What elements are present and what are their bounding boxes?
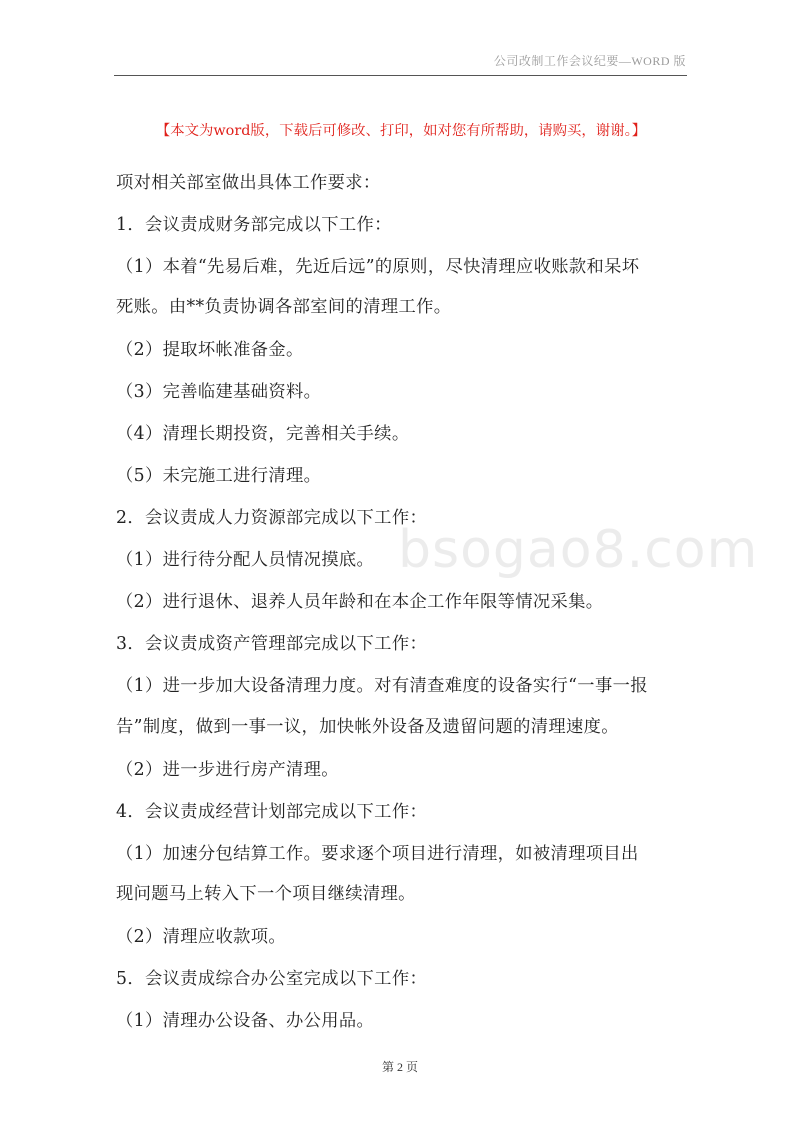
body-line: （4）清理长期投资，完善相关手续。 bbox=[116, 424, 410, 444]
body-line: （1）进行待分配人员情况摸底。 bbox=[116, 550, 375, 570]
body-line: （1）本着“先易后难，先近后远”的原则，尽快清理应收账款和呆坏 bbox=[116, 257, 640, 277]
body-line: 现问题马上转入下一个项目继续清理。 bbox=[116, 884, 416, 904]
body-line: 3．会议责成资产管理部完成以下工作： bbox=[116, 634, 428, 654]
body-line: 4．会议责成经营计划部完成以下工作： bbox=[116, 802, 428, 822]
body-line: 2．会议责成人力资源部完成以下工作： bbox=[116, 508, 428, 528]
watermark: bsogao8.com bbox=[398, 520, 759, 580]
body-line: 5．会议责成综合办公室完成以下工作： bbox=[116, 969, 428, 989]
body-line: 告”制度，做到一事一议，加快帐外设备及遗留问题的清理速度。 bbox=[116, 717, 619, 737]
body-line: 死账。由**负责协调各部室间的清理工作。 bbox=[116, 297, 452, 317]
body-line: （1）进一步加大设备清理力度。对有清查难度的设备实行“一事一报 bbox=[116, 676, 648, 696]
body-line: 项对相关部室做出具体工作要求： bbox=[116, 173, 381, 193]
body-line: （2）清理应收款项。 bbox=[116, 927, 287, 947]
body-line: （3）完善临建基础资料。 bbox=[116, 382, 322, 402]
page-number: 第 2 页 bbox=[381, 1060, 418, 1074]
body-line: （1）加速分包结算工作。要求逐个项目进行清理，如被清理项目出 bbox=[116, 844, 639, 864]
body-line: （2）进行退休、退养人员年龄和在本企工作年限等情况采集。 bbox=[116, 592, 604, 612]
body-line: （2）进一步进行房产清理。 bbox=[116, 760, 339, 780]
body-line: 1．会议责成财务部完成以下工作： bbox=[116, 215, 392, 235]
body-line: （5）未完施工进行清理。 bbox=[116, 466, 322, 486]
purchase-notice: 【本文为word版，下载后可修改、打印，如对您有所帮助，请购买，谢谢。】 bbox=[155, 123, 647, 139]
running-header: 公司改制工作会议纪要—WORD 版 bbox=[493, 54, 686, 68]
body-line: （1）清理办公设备、办公用品。 bbox=[116, 1011, 375, 1031]
body-line: （2）提取坏帐准备金。 bbox=[116, 340, 304, 360]
